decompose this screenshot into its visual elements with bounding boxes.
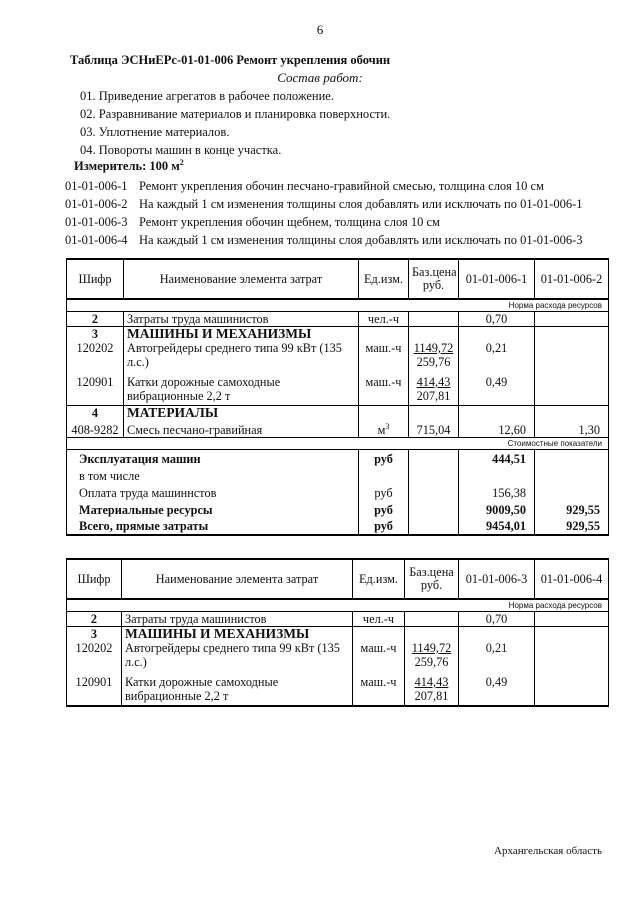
row-code: 408-9282 (67, 420, 124, 438)
row-unit (359, 420, 409, 438)
description-line (65, 215, 440, 230)
cost-value-1: 444,51 (459, 450, 535, 467)
header-name: Наименование элемента затрат (124, 259, 359, 299)
cost-value-1: 156,38 (459, 483, 535, 500)
cost-value-2: 929,55 (535, 517, 609, 535)
norm-note-row (67, 299, 609, 312)
row-price (405, 671, 459, 706)
header-col2: 01-01-006-4 (535, 559, 609, 599)
measure-unit-sup: 2 (179, 158, 184, 167)
row-value-2: 1,30 (535, 420, 609, 438)
section-title: МАШИНЫ И МЕХАНИЗМЫ (124, 327, 359, 342)
page-number: 6 (316, 22, 324, 37)
resources-table-1 (66, 258, 609, 536)
row-name: Катки дорожные самоходные вибрационные 2,2 т (124, 371, 359, 406)
header-col1: 01-01-006-3 (459, 559, 535, 599)
table-row (67, 312, 609, 327)
header-name: Наименование элемента затрат (122, 559, 353, 599)
header-col1: 01-01-006-1 (459, 259, 535, 299)
description-code: 01-01-006-2 (65, 197, 128, 211)
price-bottom: 259,76 (414, 655, 449, 669)
row-value-2 (535, 312, 609, 327)
cost-value-2: 929,55 (535, 500, 609, 517)
row-value-1: 12,60 (459, 420, 535, 438)
row-unit: маш.-ч (359, 371, 409, 406)
row-name: Затраты труда машинистов (124, 312, 359, 327)
row-name: Катки дорожные самоходные вибрационные 2,2 т (122, 671, 353, 706)
table-row (67, 371, 609, 406)
row-value-1: 0,49 (459, 671, 535, 706)
row-name: Смесь песчано-гравийная (124, 420, 359, 438)
description-line (65, 197, 583, 212)
row-code: 120202 (67, 641, 122, 671)
table-header-row (67, 559, 609, 599)
price-top: 414,43 (414, 675, 449, 689)
row-name: Автогрейдеры среднего типа 99 кВт (135 л.с.) (124, 341, 359, 371)
cost-row (67, 466, 609, 483)
measure-unit-label: Измеритель: 100 м (74, 159, 180, 174)
table-row (67, 406, 609, 421)
row-code: 120901 (67, 371, 124, 406)
row-value-1: 0,21 (459, 341, 535, 371)
unit-sup: 3 (385, 421, 390, 431)
header-price: Баз.цена руб. (409, 259, 459, 299)
table-title: Таблица ЭСНиЕРс-01-01-006 Ремонт укрепления обочин (70, 53, 391, 67)
row-value-1: 0,70 (459, 612, 535, 627)
row-code: 120202 (67, 341, 124, 371)
cost-unit: руб (359, 517, 409, 535)
cost-unit: руб (359, 500, 409, 517)
header-col2: 01-01-006-2 (535, 259, 609, 299)
description-code: 01-01-006-3 (65, 215, 128, 229)
row-code: 2 (67, 612, 122, 627)
row-price (409, 341, 459, 371)
region-footer: Архангельская область (494, 845, 602, 857)
description-text: Ремонт укрепления обочин щебнем, толщина слоя 10 см (139, 215, 440, 229)
row-value-1: 0,49 (459, 371, 535, 406)
description-text: Ремонт укрепления обочин песчано-гравийной смесью, толщина слоя 10 см (139, 179, 544, 193)
header-unit: Ед.изм. (353, 559, 405, 599)
row-unit: маш.-ч (359, 341, 409, 371)
work-composition-heading: Состав работ: (277, 70, 363, 85)
cost-row (67, 500, 609, 517)
norm-note: Норма расхода ресурсов (67, 299, 609, 312)
price-bottom: 207,81 (414, 689, 449, 703)
row-price (409, 371, 459, 406)
cost-name: в том числе (67, 466, 359, 483)
cost-row (67, 517, 609, 535)
cost-unit: руб (359, 450, 409, 467)
row-name: Автогрейдеры среднего типа 99 кВт (135 л.с.) (122, 641, 353, 671)
row-price: 715,04 (409, 420, 459, 438)
cost-name: Эксплуатация машин (67, 450, 359, 467)
table-row (67, 341, 609, 371)
row-unit: маш.-ч (353, 671, 405, 706)
cost-name: Всего, прямые затраты (67, 517, 359, 535)
table-row (67, 641, 609, 671)
description-text: На каждый 1 см изменения толщины слоя добавлять или исключать по 01-01-006-3 (139, 233, 583, 247)
work-item: 02. Разравнивание материалов и планировка поверхности. (80, 107, 391, 121)
description-text: На каждый 1 см изменения толщины слоя добавлять или исключать по 01-01-006-1 (139, 197, 583, 211)
row-price (405, 641, 459, 671)
header-code: Шифр (67, 559, 122, 599)
row-name: Затраты труда машинистов (122, 612, 353, 627)
unit-base: м (377, 423, 386, 437)
description-line (65, 179, 544, 194)
row-unit: чел.-ч (353, 612, 405, 627)
header-price: Баз.цена руб. (405, 559, 459, 599)
cost-unit: руб (359, 483, 409, 500)
resources-table-2 (66, 558, 609, 707)
price-top: 414,43 (416, 375, 451, 389)
description-code: 01-01-006-1 (65, 179, 128, 193)
description-code: 01-01-006-4 (65, 233, 128, 247)
table-row (67, 327, 609, 342)
section-title: МАТЕРИАЛЫ (124, 406, 359, 421)
cost-row (67, 483, 609, 500)
row-code: 120901 (67, 671, 122, 706)
row-code: 3 (67, 327, 124, 342)
measure-unit (74, 158, 184, 174)
cost-value-1: 9009,50 (459, 500, 535, 517)
header-unit: Ед.изм. (359, 259, 409, 299)
row-code: 2 (67, 312, 124, 327)
header-code: Шифр (67, 259, 124, 299)
table-row (67, 612, 609, 627)
description-line (65, 233, 583, 248)
cost-note-row (67, 438, 609, 450)
section-title: МАШИНЫ И МЕХАНИЗМЫ (122, 627, 353, 642)
row-value-1: 0,70 (459, 312, 535, 327)
table-row (67, 627, 609, 642)
work-item: 03. Уплотнение материалов. (80, 125, 230, 139)
work-item: 01. Приведение агрегатов в рабочее положение. (80, 89, 334, 103)
norm-note-row (67, 599, 609, 612)
cost-note: Стоимостные показатели (67, 438, 609, 450)
row-value-1: 0,21 (459, 641, 535, 671)
price-bottom: 207,81 (416, 389, 451, 403)
row-unit: маш.-ч (353, 641, 405, 671)
table-row (67, 671, 609, 706)
cost-name: Оплата труда машиннстов (67, 483, 359, 500)
work-item: 04. Повороты машин в конце участка. (80, 143, 282, 157)
norm-note: Норма расхода ресурсов (67, 599, 609, 612)
price-top: 1149,72 (411, 641, 452, 655)
row-price (409, 312, 459, 327)
table-header-row (67, 259, 609, 299)
cost-value-1: 9454,01 (459, 517, 535, 535)
row-unit: чел.-ч (359, 312, 409, 327)
row-code: 3 (67, 627, 122, 642)
price-bottom: 259,76 (416, 355, 451, 369)
price-top: 1149,72 (413, 341, 454, 355)
cost-name: Материальные ресурсы (67, 500, 359, 517)
table-row (67, 420, 609, 438)
row-code: 4 (67, 406, 124, 421)
cost-row (67, 450, 609, 467)
